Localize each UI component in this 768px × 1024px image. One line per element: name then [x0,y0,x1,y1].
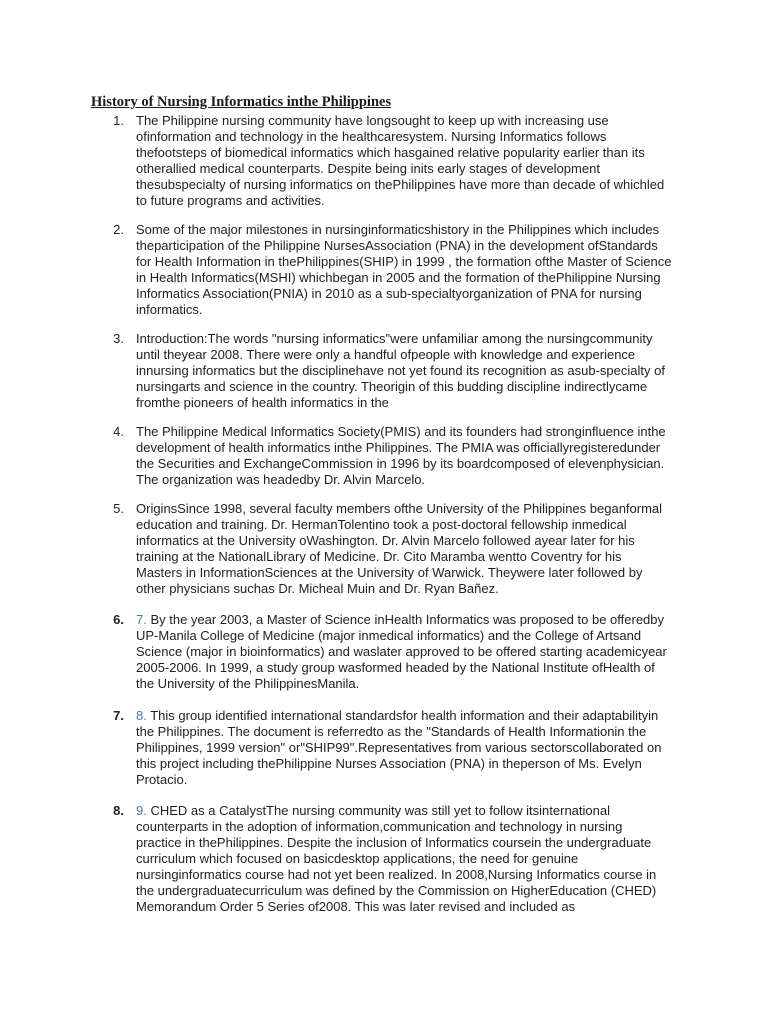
sub-item-number-link[interactable]: 7. [136,612,147,627]
list-item-text [136,501,686,597]
text-line: for Health Information in thePhilippines(SHIP) in 1999 , the formation ofthe Master of Science [136,254,672,269]
text-line: otherallied medical counterparts. Despite being inits early stages of development [136,161,600,176]
list-item-text [136,424,686,488]
list-item-number: 1. [113,113,124,128]
text-line: the undergraduatecurriculum was defined by the Commission on HigherEducation (CHED) [136,883,657,898]
text-line: fromthe pioneers of health informatics in the [136,395,389,410]
text-line: Philippines, 1999 version" or"SHIP99".Representatives from various sectorscollaborated on [136,740,662,755]
text-line: in Health Informatics(MSHI) whichbegan in 2005 and the formation of thePhilippine Nursing [136,270,661,285]
text-line: UP-Manila College of Medicine (major inmedical informatics) and the College of Artsand [136,628,642,643]
list-item-number: 5. [113,501,124,516]
text-line: until theyear 2008. There were only a handful ofpeople with knowledge and experience [136,347,636,362]
text-line: this project including thePhilippine Nurses Association (PNA) in theperson of Ms. Evelyn [136,756,642,771]
list-item-number: 4. [113,424,124,439]
text-line: the Securities and ExchangeCommission in 1996 by its boardcomposed of elevenphysician. [136,456,665,471]
list-item-number: 2. [113,222,124,237]
text-line: ofinformation and technology in the healthcaresystem. Nursing Informatics follows [136,129,607,144]
text-line: Science (major in bioinformatics) and waslater approved to be offered starting academicyear [136,644,667,659]
text-line: thefootsteps of biomedical informatics which hasgained relative popularity earlier than its [136,145,645,160]
text-segment: This group identified international standardsfor health information and their adaptabilityin [150,708,659,723]
text-line [136,612,686,628]
list-item-text [136,612,686,692]
text-line: the University of the PhilippinesManila. [136,676,360,691]
text-line [136,803,686,819]
text-line: education and training. Dr. HermanTolentino took a post-doctoral fellowship inmedical [136,517,627,532]
text-segment: CHED as a CatalystThe nursing community was still yet to follow itsinternational [150,803,610,818]
text-line: theparticipation of the Philippine NursesAssociation (PNA) in the development ofStandards [136,238,658,253]
text-line: thesubspecialty of nursing informatics on thePhilippines have more than decade of whichled [136,177,665,192]
text-line: The organization was headedby Dr. Alvin Marcelo. [136,472,426,487]
text-line: nursinginformatics course had not yet been realized. In 2008,Nursing Informatics course in [136,867,657,882]
list-item-number: 3. [113,331,124,346]
text-line: Introduction:The words "nursing informatics"were unfamiliar among the nursingcommunity [136,331,653,346]
text-line: Protacio. [136,772,188,787]
text-line [136,708,686,724]
list-item-text [136,222,686,318]
text-line: OriginsSince 1998, several faculty members ofthe University of the Philippines beganformal [136,501,663,516]
sub-item-number-link[interactable]: 9. [136,803,147,818]
text-line: The Philippine Medical Informatics Society(PMIS) and its founders had stronginfluence inthe [136,424,666,439]
list-item-text [136,708,686,788]
text-line: development of health informatics inthe Philippines. The PMIA was officiallyregisteredunder [136,440,661,455]
text-line: training at the NationalLibrary of Medicine. Dr. Cito Maramba wentto Coventry for his [136,549,622,564]
text-line: Memorandum Order 5 Series of2008. This was later revised and included as [136,899,576,914]
text-line: counterparts in the adoption of information,communication and technology in nursing [136,819,623,834]
text-line: Masters in InformationSciences at the University of Warwick. Theywere later followed by [136,565,643,580]
text-line: The Philippine nursing community have longsought to keep up with increasing use [136,113,609,128]
document-title: History of Nursing Informatics inthe Philippines [91,94,392,110]
text-line: innursing informatics but the disciplinehave not yet found its recognition as asub-specialty of [136,363,665,378]
list-item-text [136,331,686,411]
list-item-number: 8. [113,803,124,818]
text-line: to future programs and activities. [136,193,325,208]
text-line: practice in thePhilippines. Despite the inclusion of Informatics coursein the undergraduate [136,835,652,850]
list-item-text [136,803,686,915]
text-line: informatics. [136,302,203,317]
list-item-text [136,113,686,209]
list-item-number: 6. [113,612,124,627]
sub-item-number-link[interactable]: 8. [136,708,147,723]
text-line: nursingarts and science in the country. Theorigin of this budding discipline indirectlycame [136,379,648,394]
text-line: 2005-2006. In 1999, a study group wasformed headed by the National Institute ofHealth of [136,660,655,675]
text-line: Informatics Association(PNIA) in 2010 as a sub-specialtyorganization of PNA for nursing [136,286,642,301]
text-line: the Philippines. The document is referredto as the "Standards of Health Informationin the [136,724,647,739]
list-item-number: 7. [113,708,124,723]
text-line: Some of the major milestones in nursinginformaticshistory in the Philippines which includes [136,222,660,237]
text-line: other physicians suchas Dr. Micheal Muin and Dr. Ryan Bañez. [136,581,499,596]
text-segment: By the year 2003, a Master of Science inHealth Informatics was proposed to be offeredby [150,612,665,627]
text-line: curriculum which focused on basicdesktop applications, the need for genuine [136,851,579,866]
text-line: informatics at the University oWashington. Dr. Alvin Marcelo followed ayear later for his [136,533,635,548]
